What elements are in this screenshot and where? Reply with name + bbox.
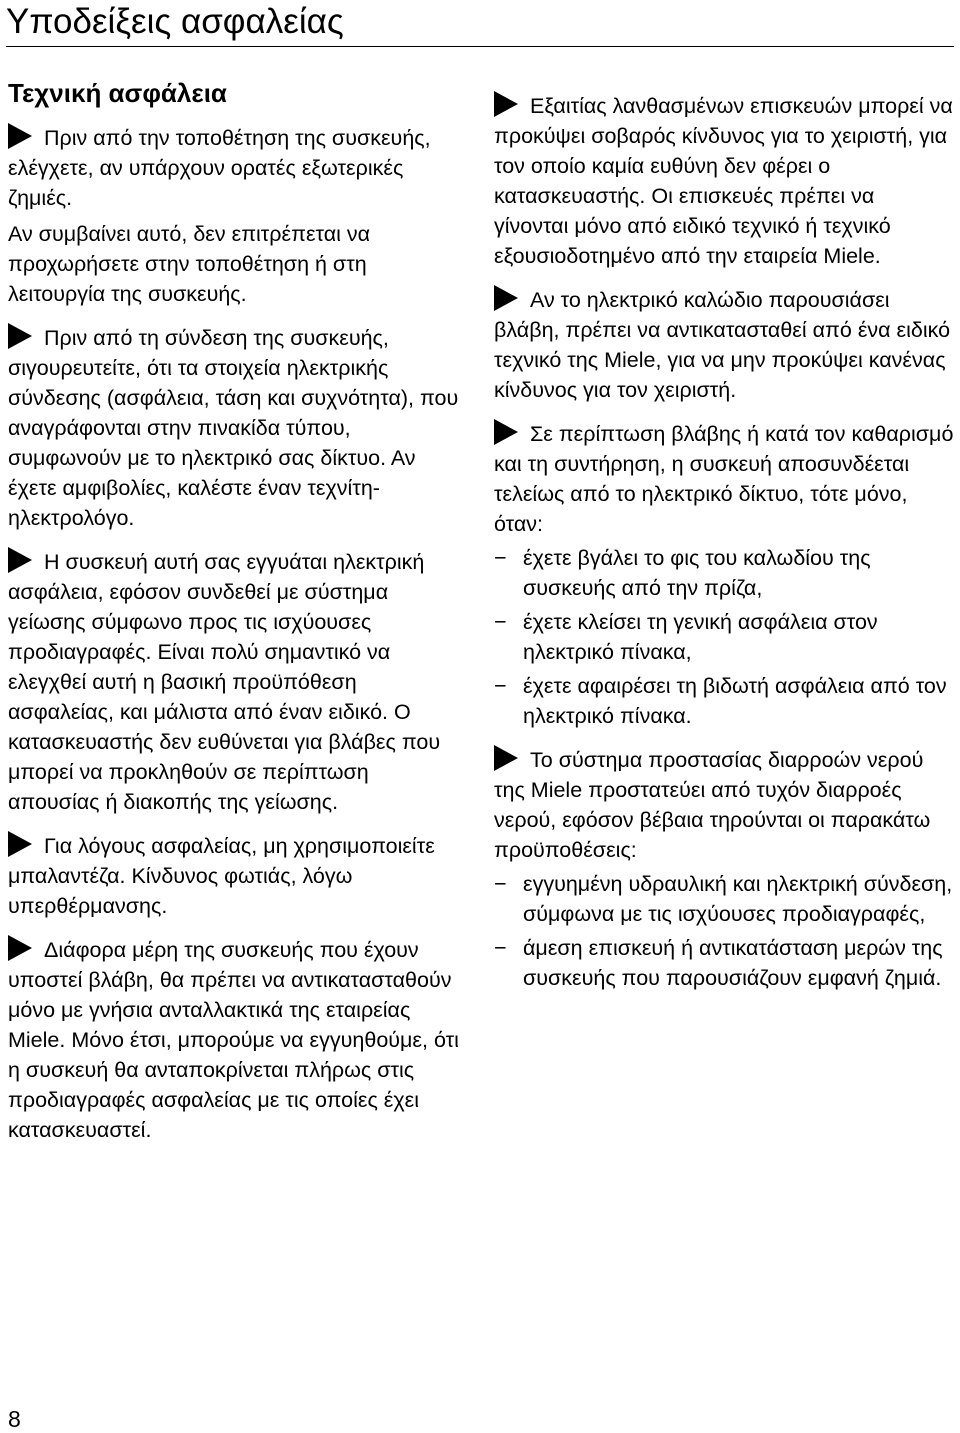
list-item [494,543,954,603]
right-column [494,91,954,993]
page-number: 8 [8,1406,21,1432]
left-column [8,123,463,1145]
left-bullet-4-text: Για λόγους ασφαλείας, μη χρησιμοποιείτε μπαλαντέζα. Κίνδυνος φωτιάς, λόγω υπερθέρμανσης. [8,834,435,918]
triangle-bullet-icon [494,419,518,445]
left-bullet-3-text: Η συσκευή αυτή σας εγγυάται ηλεκτρική ασφάλεια, εφόσον συνδεθεί με σύστημα γείωσης σύμφωνο προς τις ισχύουσες προδιαγραφές. Είναι πολύ σημαντικό να ελεγχθεί αυτή η βασική προϋπόθεση ασφαλείας, και μάλιστα από έναν ειδικό. Ο κατασκευαστής δεν ευθύνεται για βλάβες που μπορεί να προκληθούν σε περίπτωση απουσίας ή διακοπής της γείωσης. [8,550,441,814]
dash-bullet: − [494,872,507,896]
left-bullet-5-text: Διάφορα μέρη της συσκευής που έχουν υποστεί βλάβη, θα πρέπει να αντικατασταθούν μόνο με γνήσια ανταλλακτικά της εταιρείας Miele. Μόνο έτσι, μπορούμε να εγγυηθούμε, ότι η συσκευή θα ανταποκρίνεται πλήρως στις προδιαγραφές ασφαλείας με τις οποίες έχει κατασκευαστεί. [8,938,459,1142]
list-item-text: έχετε βγάλει το φις του καλωδίου της συσκευής από την πρίζα, [523,546,871,600]
list-item [494,607,954,667]
triangle-bullet-icon [494,745,518,771]
right-bullet-4 [494,745,954,865]
dash-bullet: − [494,610,507,634]
list-item-text: έχετε αφαιρέσει τη βιδωτή ασφάλεια από τον ηλεκτρικό πίνακα. [523,674,947,728]
triangle-bullet-icon [8,935,32,961]
left-bullet-4 [8,831,463,921]
dash-bullet: − [494,936,507,960]
list-item [494,933,954,993]
right-bullet-2 [494,285,954,405]
triangle-bullet-icon [8,547,32,573]
left-bullet-2-text: Πριν από τη σύνδεση της συσκευής, σιγουρευτείτε, ότι τα στοιχεία ηλεκτρικής σύνδεσης (ασφάλεια, τάση και συχνότητα), που αναγράφονται στην πινακίδα τύπου, συμφωνούν με το ηλεκτρικό σας δίκτυο. Αν έχετε αμφιβολίες, καλέστε έναν τεχνίτη-ηλεκτρολόγο. [8,326,459,530]
left-bullet-3 [8,547,463,817]
list-item-text: έχετε κλείσει τη γενική ασφάλεια στον ηλεκτρικό πίνακα, [523,610,878,664]
section-heading: Τεχνική ασφάλεια [8,78,227,108]
right-bullet-3-text: Σε περίπτωση βλάβης ή κατά τον καθαρισμό και τη συντήρηση, η συσκευή αποσυνδέεται τελείως από το ηλεκτρικό δίκτυο, τότε μόνο, όταν: [494,422,954,536]
page-title: Υποδείξεις ασφαλείας [6,2,344,41]
triangle-bullet-icon [494,285,518,311]
left-bullet-1-text: Πριν από την τοποθέτηση της συσκευής, ελέγχετε, αν υπάρχουν ορατές εξωτερικές ζημιές. [8,126,431,210]
right-bullet-2-text: Αν το ηλεκτρικό καλώδιο παρουσιάσει βλάβη, πρέπει να αντικατασταθεί από ένα ειδικό τεχνικό της Miele, για να μην προκύψει κανένας κίνδυνος για τον χειριστή. [494,288,951,402]
left-bullet-1 [8,123,463,213]
list-item [494,869,954,929]
right-bullet-3 [494,419,954,539]
triangle-bullet-icon [8,123,32,149]
left-bullet-2 [8,323,463,533]
right-bullet-4-text: Το σύστημα προστασίας διαρροών νερού της Miele προστατεύει από τυχόν διαρροές νερού, εφόσον βέβαια τηρούνται οι παρακάτω προϋποθέσεις: [494,748,931,862]
triangle-bullet-icon [494,91,518,117]
title-divider [6,46,954,47]
right-bullet-1-text: Εξαιτίας λανθασμένων επισκευών μπορεί να προκύψει σοβαρός κίνδυνος για το χειριστή, για τον οποίο καμία ευθύνη δεν φέρει ο κατασκευαστής. Οι επισκευές πρέπει να γίνονται μόνο από ειδικό τεχνικό ή τεχνικό εξουσιοδοτημένο από την εταιρεία Miele. [494,94,953,268]
list-item-text: εγγυημένη υδραυλική και ηλεκτρική σύνδεση, σύμφωνα με τις ισχύουσες προδιαγραφές, [523,872,953,926]
dash-bullet: − [494,546,507,570]
right-bullet-1 [494,91,954,271]
list-item [494,671,954,731]
left-bullet-1-note: Αν συμβαίνει αυτό, δεν επιτρέπεται να προχωρήσετε στην τοποθέτηση ή στη λειτουργία της συσκευής. [8,222,371,306]
dash-bullet: − [494,674,507,698]
left-bullet-5 [8,935,463,1145]
triangle-bullet-icon [8,831,32,857]
list-item-text: άμεση επισκευή ή αντικατάσταση μερών της συσκευής που παρουσιάζουν εμφανή ζημιά. [523,936,943,990]
triangle-bullet-icon [8,323,32,349]
